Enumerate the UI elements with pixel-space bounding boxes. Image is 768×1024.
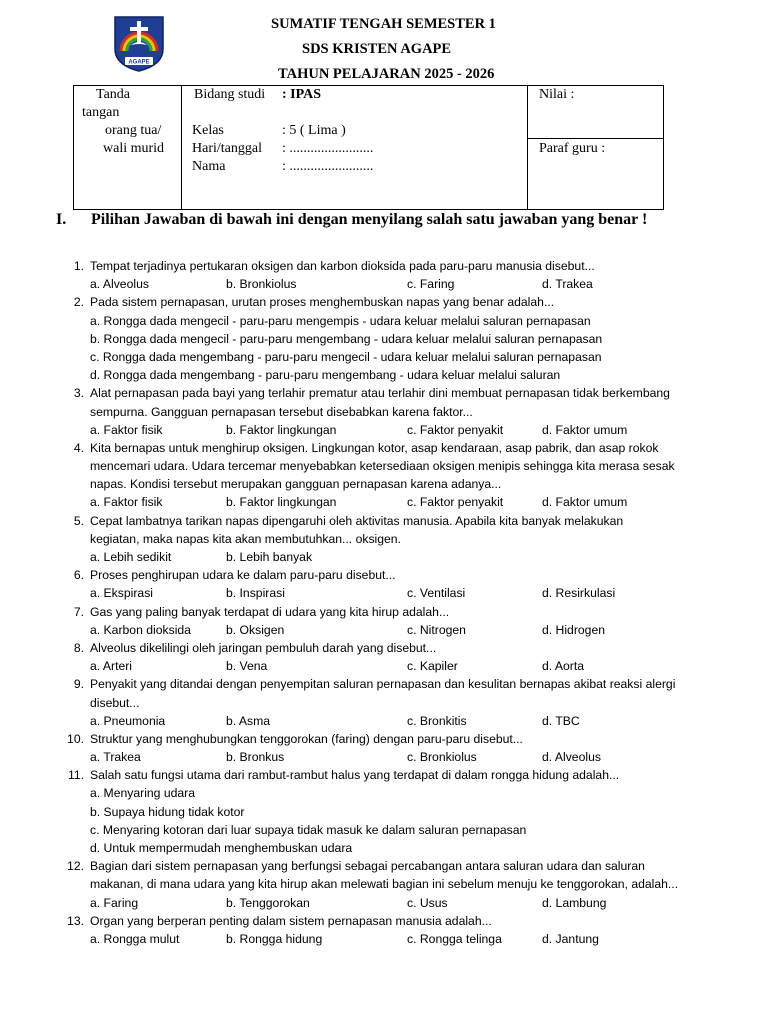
answer-option[interactable]: a. Pneumonia: [90, 713, 166, 728]
exam-title: SUMATIF TENGAH SEMESTER 1: [271, 16, 496, 32]
subject-label: Bidang studi: [194, 87, 266, 102]
question-item: [0, 730, 768, 766]
question-number: 9.: [73, 677, 84, 692]
parent-signature-label: Tanda: [96, 87, 131, 102]
answer-option[interactable]: d. TBC: [542, 713, 580, 728]
divider: [527, 138, 664, 139]
answer-option[interactable]: c. Faktor penyakit: [407, 422, 504, 437]
answer-option[interactable]: d. Faktor umum: [542, 422, 628, 437]
question-number: 5.: [73, 513, 84, 528]
section-number: I.: [56, 211, 67, 228]
question-text: Salah satu fungsi utama dari rambut-rambut halus yang terdapat di dalam rongga hidung adalah...: [90, 768, 620, 783]
answer-option[interactable]: a. Ekspirasi: [90, 586, 153, 601]
question-number: [0, 530, 90, 548]
answer-option[interactable]: b. Supaya hidung tidak kotor: [90, 804, 245, 819]
answer-option[interactable]: b. Oksigen: [226, 622, 285, 637]
question-number: 11.: [67, 768, 84, 783]
question-item: [0, 439, 768, 512]
question-text: sempurna. Gangguan pernapasan tersebut disebabkan karena faktor...: [90, 404, 473, 419]
answer-option[interactable]: d. Faktor umum: [542, 495, 628, 510]
question-item: [0, 512, 768, 567]
question-number: [0, 475, 90, 493]
answer-option[interactable]: b. Inspirasi: [226, 586, 285, 601]
student-info-box: [73, 85, 664, 210]
question-text: Gas yang paling banyak terdapat di udara yang kita hirup adalah...: [90, 604, 450, 619]
question-number: 7.: [73, 604, 84, 619]
question-number: 10.: [67, 731, 84, 746]
question-number: 1.: [73, 259, 84, 273]
answer-option[interactable]: d. Jantung: [542, 931, 599, 946]
question-item: [0, 293, 768, 384]
question-text: disebut...: [90, 695, 140, 710]
answer-option[interactable]: b. Bronkus: [226, 750, 285, 765]
question-text: Kita bernapas untuk menghirup oksigen. Lingkungan kotor, asap kendaraan, asap pabrik, dan asap rokok: [90, 440, 659, 455]
answer-option[interactable]: a. Rongga dada mengecil - paru-paru mengempis - udara keluar melalui saluran pernapasan: [90, 313, 591, 328]
answer-option[interactable]: c. Nitrogen: [407, 622, 466, 637]
answer-option[interactable]: a. Karbon dioksida: [90, 622, 191, 637]
question-text: Alat pernapasan pada bayi yang terlahir prematur atau terlahir dini membuat pernapasan tidak berkembang: [90, 386, 670, 401]
answer-option[interactable]: c. Kapiler: [407, 659, 458, 674]
question-number: 8.: [73, 640, 84, 655]
teacher-initial-label: Paraf guru :: [539, 141, 606, 156]
question-item: [0, 766, 768, 857]
answer-option[interactable]: d. Untuk mempermudah menghembuskan udara: [90, 841, 353, 855]
answer-option[interactable]: b. Faktor lingkungan: [226, 422, 337, 437]
question-list: [0, 257, 768, 948]
answer-option[interactable]: c. Bronkiolus: [407, 750, 477, 765]
answer-option[interactable]: b. Vena: [226, 659, 268, 674]
question-text: makanan, di mana udara yang kita hirup akan melewati bagian ini sebelum menuju ke tenggorokan, adalah...: [90, 877, 679, 892]
date-field[interactable]: : ........................: [282, 141, 374, 156]
question-number: [0, 875, 90, 893]
name-field[interactable]: : ........................: [282, 159, 374, 174]
school-crest-icon: [113, 15, 165, 73]
answer-option[interactable]: b. Tenggorokan: [226, 895, 310, 910]
answer-option[interactable]: d. Trakea: [542, 277, 593, 292]
parent-signature-label: tangan: [82, 105, 120, 120]
question-item: [0, 603, 768, 639]
answer-option[interactable]: c. Faring: [407, 277, 455, 292]
answer-option[interactable]: c. Usus: [407, 895, 448, 910]
answer-option[interactable]: d. Aorta: [542, 659, 585, 674]
answer-option[interactable]: c. Rongga telinga: [407, 931, 502, 946]
question-text: Alveolus dikelilingi oleh jaringan pembuluh darah yang disebut...: [90, 640, 437, 655]
answer-option[interactable]: a. Faktor fisik: [90, 422, 163, 437]
answer-option[interactable]: a. Alveolus: [90, 277, 149, 292]
date-label: Hari/tanggal: [192, 141, 262, 156]
question-text: Pada sistem pernapasan, urutan proses menghembuskan napas yang benar adalah...: [90, 295, 555, 310]
question-text: Cepat lambatnya tarikan napas dipengaruhi oleh aktivitas manusia. Apabila kita banyak melakukan: [90, 513, 624, 528]
answer-option[interactable]: b. Faktor lingkungan: [226, 495, 337, 510]
divider: [527, 86, 528, 209]
parent-signature-label: orang tua/: [105, 123, 162, 138]
answer-option[interactable]: c. Menyaring kotoran dari luar supaya tidak masuk ke dalam saluran pernapasan: [90, 822, 527, 837]
score-label: Nilai :: [539, 87, 575, 102]
question-item: [0, 566, 768, 602]
answer-option[interactable]: b. Rongga dada mengecil - paru-paru mengembang - udara keluar melalui saluran pernapasan: [90, 331, 603, 346]
answer-option[interactable]: b. Asma: [226, 713, 271, 728]
answer-option[interactable]: a. Trakea: [90, 750, 141, 765]
class-label: Kelas: [192, 123, 224, 138]
answer-option[interactable]: c. Faktor penyakit: [407, 495, 504, 510]
question-number: [0, 403, 90, 421]
answer-option[interactable]: d. Hidrogen: [542, 622, 606, 637]
answer-option[interactable]: b. Rongga hidung: [226, 931, 323, 946]
answer-option[interactable]: d. Rongga dada mengembang - paru-paru mengembang - udara keluar melalui saluran: [90, 368, 561, 383]
divider: [181, 86, 182, 209]
question-item: [0, 857, 768, 912]
question-text: Struktur yang menghubungkan tenggorokan (faring) dengan paru-paru disebut...: [90, 731, 523, 746]
question-number: 12.: [67, 859, 84, 874]
section-title: Pilihan Jawaban di bawah ini dengan menyilang salah satu jawaban yang benar !: [91, 211, 648, 228]
answer-option[interactable]: a. Faring: [90, 895, 139, 910]
question-text: Penyakit yang ditandai dengan penyempitan saluran pernapasan dan kesulitan bernapas akibat reaksi alergi: [90, 677, 676, 692]
class-value: : 5 ( Lima ): [282, 123, 346, 138]
name-label: Nama: [192, 159, 226, 174]
answer-option[interactable]: a. Menyaring udara: [90, 786, 196, 801]
question-number: 6.: [73, 568, 84, 583]
academic-year: TAHUN PELAJARAN 2025 - 2026: [278, 66, 495, 82]
question-text: Proses penghirupan udara ke dalam paru-paru disebut...: [90, 568, 396, 583]
answer-option[interactable]: c. Bronkitis: [407, 713, 467, 728]
answer-option[interactable]: b. Lebih banyak: [226, 550, 313, 564]
question-number: 4.: [73, 440, 84, 455]
answer-option[interactable]: d. Lambung: [542, 895, 607, 910]
logo-banner: AGAPE: [128, 59, 150, 66]
answer-option[interactable]: d. Alveolus: [542, 750, 601, 765]
question-number: [0, 694, 90, 712]
answer-option[interactable]: a. Lebih sedikit: [90, 550, 172, 564]
parent-signature-label: wali murid: [103, 141, 165, 156]
question-item: [0, 257, 768, 293]
answer-option[interactable]: c. Ventilasi: [407, 586, 466, 601]
subject-value: : IPAS: [282, 87, 322, 102]
answer-option[interactable]: a. Rongga mulut: [90, 931, 180, 946]
question-item: [0, 675, 768, 730]
question-number: 13.: [67, 913, 84, 928]
answer-option[interactable]: a. Arteri: [90, 659, 132, 674]
question-item: [0, 912, 768, 948]
question-number: [0, 457, 90, 475]
answer-option[interactable]: d. Resirkulasi: [542, 586, 616, 601]
answer-option[interactable]: c. Rongga dada mengembang - paru-paru mengecil - udara keluar melalui saluran pernapasan: [90, 349, 602, 364]
question-number: 3.: [73, 386, 84, 401]
question-text: mencemari udara. Udara tercemar menyebabkan ketersediaan oksigen menipis sehingga kita merasa sesak: [90, 459, 675, 474]
question-text: Organ yang berperan penting dalam sistem pernapasan manusia adalah...: [90, 913, 492, 928]
question-number: 2.: [73, 295, 84, 310]
question-item: [0, 384, 768, 439]
school-logo: [113, 15, 165, 73]
question-item: [0, 639, 768, 675]
question-text: Tempat terjadinya pertukaran oksigen dan karbon dioksida pada paru-paru manusia disebut...: [90, 259, 595, 273]
answer-option[interactable]: b. Bronkiolus: [226, 277, 297, 292]
school-name: SDS KRISTEN AGAPE: [302, 41, 452, 57]
question-text: kegiatan, maka napas kita akan membutuhkan... oksigen.: [90, 531, 401, 546]
answer-option[interactable]: a. Faktor fisik: [90, 495, 163, 510]
question-text: napas. Kondisi tersebut merupakan gangguan pernapasan karena adanya...: [90, 477, 502, 492]
question-text: Bagian dari sistem pernapasan yang berfungsi sebagai percabangan antara saluran udara dan saluran: [90, 859, 645, 874]
